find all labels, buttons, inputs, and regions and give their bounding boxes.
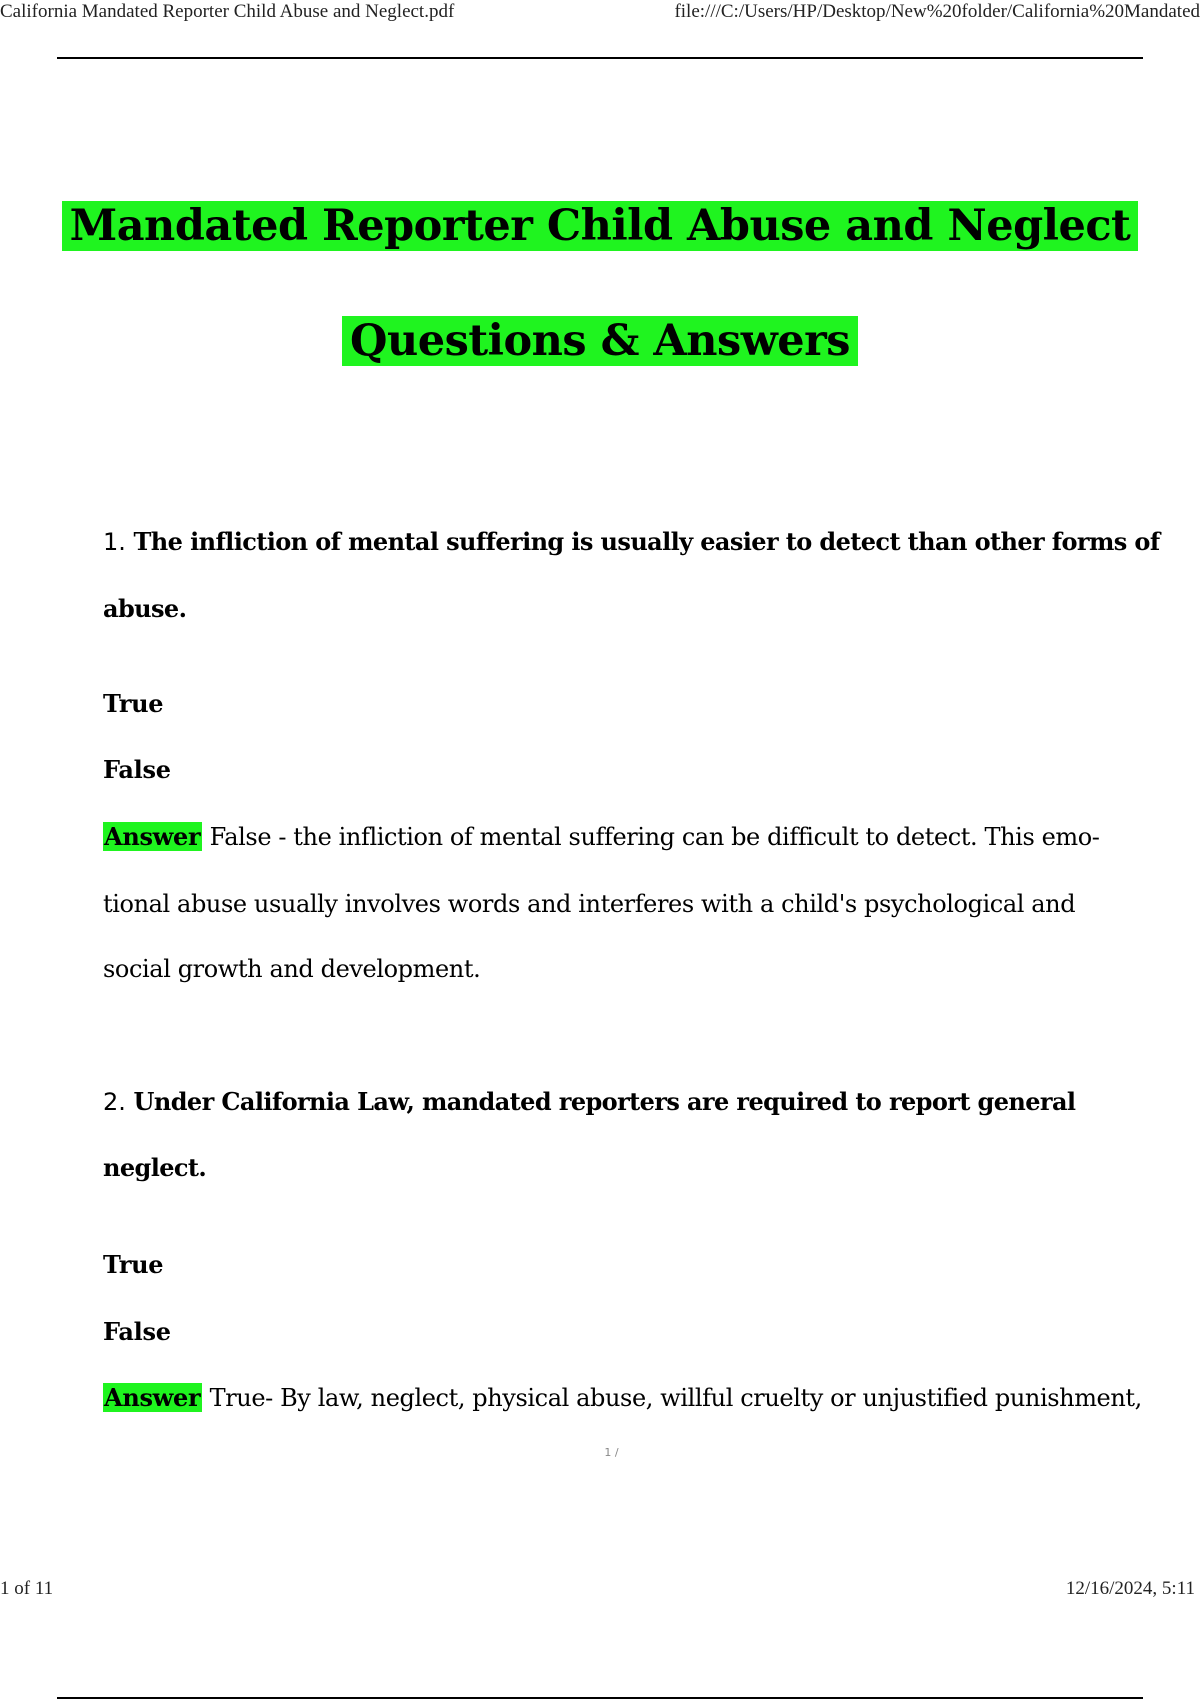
print-footer-timestamp: 12/16/2024, 5:11 <box>1065 1578 1195 1599</box>
question-1-option-true: True <box>103 689 164 718</box>
question-1-answer-line-2: tional abuse usually involves words and interferes with a child's psychological and <box>103 890 1076 918</box>
question-2-text: Under California Law, mandated reporters are required to report general <box>133 1087 1076 1116</box>
doc-title-text-1: Mandated Reporter Child Abuse and Neglect <box>62 201 1139 251</box>
question-2-line-1 <box>103 1087 1075 1117</box>
question-2-answer-text: True- By law, neglect, physical abuse, willful cruelty or unjustified punishment, <box>209 1384 1142 1412</box>
question-2-line-2 <box>103 1153 206 1183</box>
doc-title-line-2 <box>0 311 1200 371</box>
question-1-answer-text: False - the infliction of mental suffering can be difficult to detect. This emo- <box>209 823 1100 851</box>
print-footer-page-count: 1 of 11 <box>0 1578 54 1599</box>
question-1-text-cont: abuse. <box>103 594 187 623</box>
question-2-answer-line-1 <box>103 1383 1142 1413</box>
question-2-option-true: True <box>103 1250 164 1279</box>
question-1-line-2 <box>103 594 186 624</box>
page-marker: 1 / <box>604 1446 619 1459</box>
bottom-divider <box>57 1697 1143 1699</box>
question-2-option-false: False <box>103 1317 171 1346</box>
question-1-number: 1. <box>103 528 126 556</box>
question-1-answer-line-3: social growth and development. <box>103 955 481 983</box>
question-1-answer-line-1 <box>103 822 1100 852</box>
top-divider <box>57 57 1143 59</box>
question-2-text-cont: neglect. <box>103 1153 207 1182</box>
print-header <box>0 0 1200 26</box>
question-1-answer-label: Answer <box>104 822 201 851</box>
print-header-doc-name: California Mandated Reporter Child Abuse and Neglect.pdf <box>0 1 455 22</box>
question-1-line-1 <box>103 527 1160 557</box>
question-1-text: The infliction of mental suffering is usually easier to detect than other forms of <box>133 527 1160 556</box>
print-header-file-url: file:///C:/Users/HP/Desktop/New%20folder/California%20Mandated <box>674 1 1200 22</box>
question-1-option-false: False <box>103 755 171 784</box>
doc-title-text-2: Questions & Answers <box>342 316 858 366</box>
doc-title-line-1 <box>0 196 1200 256</box>
question-2-number: 2. <box>103 1088 126 1116</box>
question-2-answer-label: Answer <box>104 1383 201 1412</box>
